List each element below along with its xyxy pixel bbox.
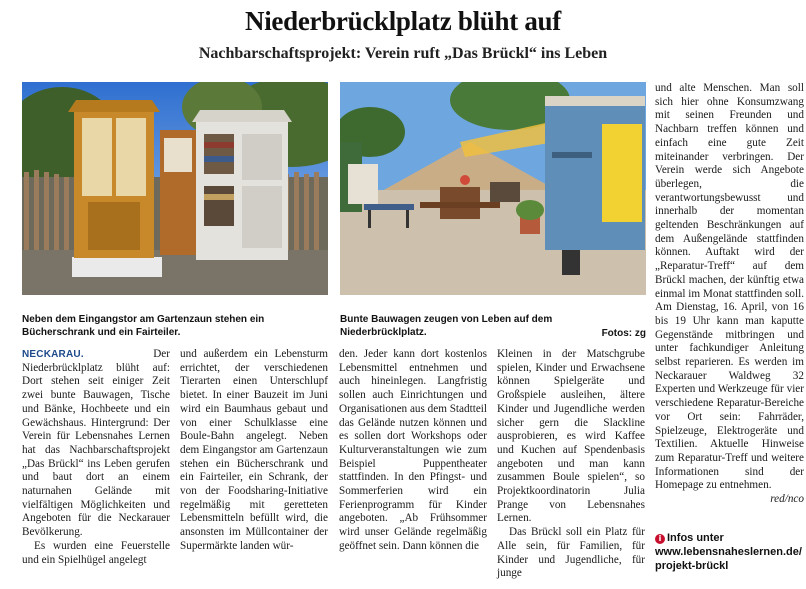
article-column-2 [180, 348, 328, 554]
photo-caption-1: Neben dem Eingangstor am Gartenzaun stehen ein Bücherschrank und ein Fairteiler. [22, 314, 265, 338]
article-paragraph: und alte Menschen. Man soll sich hier ohne Konsumzwang mit seinen Freunden und Nachbarn treffen können und einfach eine gute Zeit miteinander verbringen. Der Verein werde sich Angebote überlegen, die verantwortungsbewusst und innerhalb der momentan geltenden Beschränkungen auf dem Außengelände stattfinden können. Auftakt wird der „Reparatur-Treff“ auf dem Brückl machen, der künftig etwa einmal im Monat stattfinden soll. Am Dienstag, 16. April, von 16 bis 19 Uhr kann man kaputte Gegenstände mitbringen und unter fachkundiger Anleitung selbst reparieren. Es werden im Neckarauer Waldweg 32 Experten und Werkzeuge für vier verschiedene Reparatur-Bereiche vor Ort sein: Fahrräder, Spielzeuge, Elektrogeräte und Textilien. Aktuelle Hinweise zum Reparatur-Treff und weitere Informationen sind der Homepage zu entnehmen. [655, 82, 804, 492]
article-paragraph: Es wurden eine Feuerstelle und ein Spielhügel angelegt [22, 539, 170, 566]
photo-bauwagen [340, 82, 646, 295]
article-paragraph: den. Jeder kann dort kostenlos Lebensmittel entnehmen und auch hineinlegen. Langfristig sollen auch Einrichtungen und Organisationen aus dem Stadtteil das Gelände nutzen können und es sollen dort Workshops oder Kulturveranstaltungen wie zum Beispiel Puppentheater stattfinden. In den Pfingst- und Sommerferien wird ein Ferienprogramm für Kinder angeboten. „Ab Frühsommer wird unser Gelände regelmäßig geöffnet sein. Dann können die [339, 348, 487, 552]
photo-bookcase-fairteiler [22, 82, 328, 295]
headline: Niederbrücklplatz blüht auf [245, 6, 561, 36]
article-column-4 [497, 348, 645, 581]
article-column-3 [339, 348, 487, 554]
subheadline: Nachbarschaftsprojekt: Verein ruft „Das Brückl“ ins Leben [198, 45, 608, 62]
info-url-line-2[interactable]: projekt-brückl [655, 560, 729, 572]
author-signature: red/nco [770, 493, 804, 506]
article-paragraph: und außerdem ein Lebensturm errichtet, der verschiedenen Tierarten einen Unterschlupf bietet. In einer Bauzeit im Juni wird ein Baumhaus gebaut und von einer Schulklasse eine Boule-Bahn angelegt. Neben dem Eingangstor am Gartenzaun stehen ein Bücherschrank und ein Fairteiler, ein Schrank, der von der Foodsharing-Initiative regelmäßig mit geretteten Lebensmitteln befüllt wird, die ansonsten im Müllcontainer der Supermärkte landen wür- [180, 348, 328, 552]
photo-caption-2: Bunte Bauwagen zeugen von Leben auf dem Niederbrücklplatz. [340, 314, 553, 338]
info-label: Infos unter [667, 532, 724, 544]
article-paragraph [22, 348, 170, 540]
info-icon: i [655, 534, 665, 544]
dateline: NECKARAU. [22, 349, 84, 360]
info-url-line-1[interactable]: www.lebensnaheslernen.de/ [655, 546, 802, 558]
lead-text: Der Niederbrücklplatz blüht auf: Dort stehen seit einiger Zeit zwei bunte Bauwagen, Tische und Bänke, Hochbeete und ein Gewächshaus. Hintergrund: Der Verein für Lebensnahes Lernen hat das Nachbarschaftsprojekt „Das Brückl“ ins Leben gerufen und baut dort an einem naturnahen Gelände mit vielfältigen Möglichkeiten und Angeboten für die Neckarauer Bevölkerung. [22, 348, 170, 539]
article-column-1 [22, 348, 170, 567]
info-box [655, 531, 805, 573]
article-column-5 [655, 82, 804, 507]
article-paragraph: Das Brückl soll ein Platz für Alle sein, für Familien, für Kinder und Jugendliche, für junge [497, 526, 645, 580]
photo-credit: Fotos: zg [601, 328, 646, 339]
article-paragraph: Kleinen in der Matschgrube spielen, Kinder und Erwachsene können Spielgeräte und Großspiele ausleihen, ältere Kinder und Jugendliche werden sicher gern die Slackline ausprobieren, es wird Kaffee und Kuchen auf Spendenbasis angeboten und man kann zusammen Boule spielen“, so Projektkoordinatorin Julia Prange von Lebensnahes Lernen. [497, 348, 645, 525]
